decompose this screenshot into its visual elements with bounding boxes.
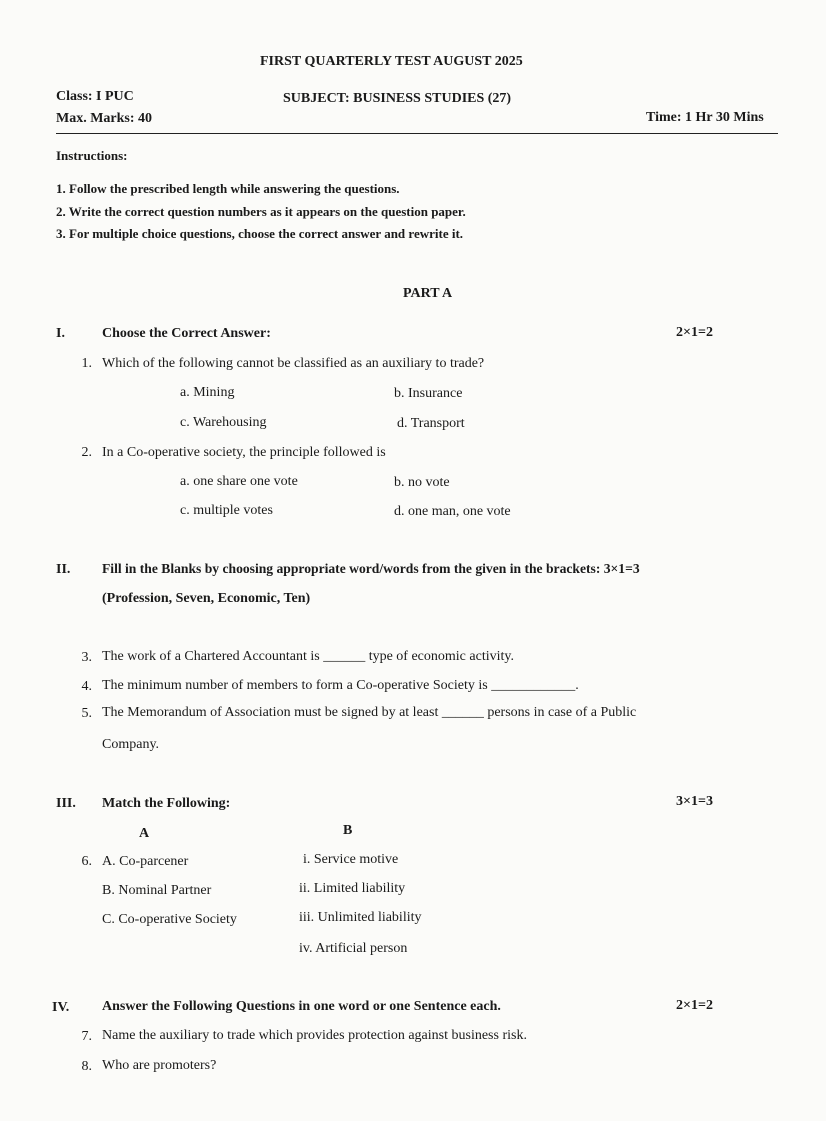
section-marks: 3×1=3 [676,794,713,809]
column-b-heading: B [343,823,353,838]
section-marks: 2×1=2 [676,325,713,340]
option: c. Warehousing [180,415,267,430]
column-a-heading: A [139,826,150,841]
match-col-a-item: C. Co-operative Society [102,912,237,927]
question-number: 2. [81,445,92,460]
section-heading: Choose the Correct Answer: [102,326,271,341]
question-number: 1. [81,356,92,371]
match-col-a-item: A. Co-parcener [102,854,189,869]
question-number: 7. [81,1029,92,1044]
max-marks: Max. Marks: 40 [56,111,153,126]
section-heading: Answer the Following Questions in one word or one Sentence each. [102,999,501,1014]
section-marks: 2×1=2 [676,998,713,1013]
question-text: Name the auxiliary to trade which provides protection against business risk. [102,1028,527,1043]
subject-label: SUBJECT: BUSINESS STUDIES (27) [283,91,512,106]
question-text: The work of a Chartered Accountant is ______ type of economic activity. [102,649,514,664]
section-roman: II. [56,562,71,577]
class-label: Class: I PUC [56,89,134,104]
instructions-heading: Instructions: [56,148,128,163]
question-text: Which of the following cannot be classified as an auxiliary to trade? [102,356,485,371]
exam-title: FIRST QUARTERLY TEST AUGUST 2025 [260,54,523,69]
part-title: PART A [403,286,453,301]
option: b. no vote [394,475,450,490]
question-number: 5. [81,706,92,721]
header-divider [56,133,778,134]
question-text: Who are promoters? [102,1058,217,1073]
match-col-b-item: i. Service motive [303,852,399,867]
question-text: The minimum number of members to form a Co-operative Society is ____________. [102,678,579,693]
instruction-item: 2. Write the correct question numbers as it appears on the question paper. [56,204,466,219]
option: a. Mining [180,385,235,400]
question-number: 8. [81,1059,92,1074]
question-text: In a Co-operative society, the principle followed is [102,445,386,460]
option: c. multiple votes [180,503,273,518]
match-col-a-item: B. Nominal Partner [102,883,212,898]
instruction-item: 3. For multiple choice questions, choose the correct answer and rewrite it. [56,226,464,241]
section-heading: Fill in the Blanks by choosing appropriate word/words from the given in the brackets: 3×1=3 [102,561,640,576]
question-number: 6. [81,854,92,869]
match-col-b-item: iv. Artificial person [299,941,408,956]
option: a. one share one vote [180,474,298,489]
section-roman: I. [56,326,65,341]
question-text-continued: Company. [102,737,160,752]
instruction-item: 1. Follow the prescribed length while answering the questions. [56,181,400,196]
word-bank: (Profession, Seven, Economic, Ten) [102,591,311,606]
match-col-b-item: ii. Limited liability [299,881,406,896]
question-text: The Memorandum of Association must be signed by at least ______ persons in case of a Public [102,705,637,720]
option: d. Transport [397,416,465,431]
option: b. Insurance [394,386,463,401]
question-number: 4. [81,679,92,694]
section-heading: Match the Following: [102,796,231,811]
section-roman: III. [56,796,76,811]
time-allowed: Time: 1 Hr 30 Mins [646,110,764,125]
match-col-b-item: iii. Unlimited liability [299,910,422,925]
section-roman: IV. [52,1000,70,1015]
question-number: 3. [81,650,92,665]
option: d. one man, one vote [394,504,511,519]
